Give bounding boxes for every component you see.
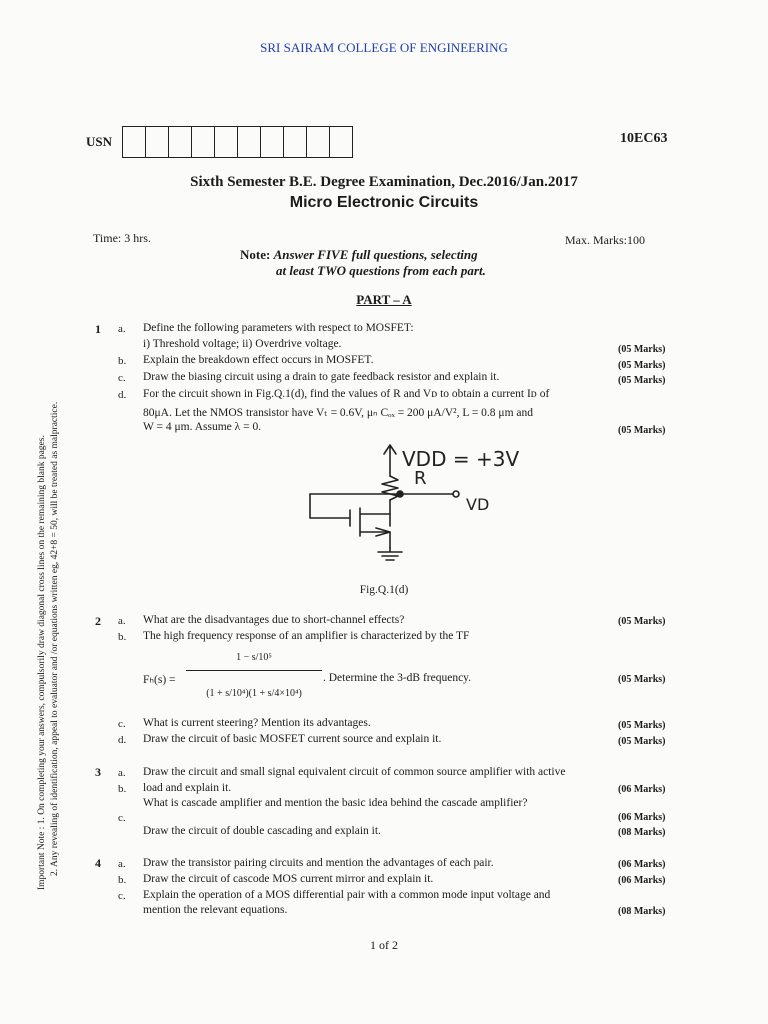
q2b-numerator: 1 − s/10⁵: [236, 652, 272, 663]
q4a-text: Draw the transistor pairing circuits and mention the advantages of each pair.: [143, 857, 494, 869]
q1b-text: Explain the breakdown effect occurs in MOSFET.: [143, 354, 374, 366]
q1a-marks: (05 Marks): [618, 344, 666, 355]
q2d-text: Draw the circuit of basic MOSFET current source and explain it.: [143, 733, 442, 745]
note-prefix: Note:: [240, 247, 274, 262]
subject-code: 10EC63: [620, 131, 668, 146]
side-note: [36, 402, 62, 890]
q3b2-text: What is cascade amplifier and mention the basic idea behind the cascade amplifier?: [143, 797, 528, 809]
part-heading: PART – A: [356, 292, 412, 307]
usn-box: [260, 126, 284, 158]
q2c-label: c.: [118, 718, 126, 730]
q3b-marks: (06 Marks): [618, 784, 666, 795]
q3a-label: a.: [118, 767, 126, 779]
page-number: 1 of 2: [370, 938, 398, 952]
ground-symbol: [378, 548, 402, 560]
max-marks: Max. Marks:100: [565, 233, 645, 247]
q4b-label: b.: [118, 874, 127, 886]
question-number-2: 2: [95, 614, 101, 628]
vd-terminal: [453, 491, 459, 497]
circuit-figure: [290, 436, 530, 576]
q2a-marks: (05 Marks): [618, 616, 666, 627]
q4a-label: a.: [118, 858, 126, 870]
usn-box: [145, 126, 169, 158]
q1d-line-1: For the circuit shown in Fig.Q.1(d), find the values of R and Vᴅ to obtain a current Iᴅ of: [143, 388, 550, 400]
q1a-sub: i) Threshold voltage; ii) Overdrive voltage.: [143, 338, 342, 350]
q3c-marks: (08 Marks): [618, 827, 666, 838]
q2a-text: What are the disadvantages due to short-channel effects?: [143, 614, 405, 626]
resistor-label: R: [414, 468, 427, 489]
q4c-line-1: Explain the operation of a MOS differential pair with a common mode input voltage and: [143, 889, 551, 901]
q3c-marks-a: (06 Marks): [618, 812, 666, 823]
usn-box: [283, 126, 307, 158]
q2b-fh: Fₕ(s) =: [143, 674, 176, 686]
q1a-text: Define the following parameters with respect to MOSFET:: [143, 322, 414, 334]
note-line-1: [240, 247, 478, 263]
q2a-label: a.: [118, 615, 126, 627]
q2b-line-1: The high frequency response of an amplifier is characterized by the TF: [143, 630, 470, 642]
usn-box: [237, 126, 261, 158]
fraction-bar: [186, 670, 322, 671]
q1a-label: a.: [118, 323, 126, 335]
q4b-text: Draw the circuit of cascode MOS current mirror and explain it.: [143, 873, 434, 885]
q1c-text: Draw the biasing circuit using a drain to gate feedback resistor and explain it.: [143, 371, 500, 383]
resistor: [382, 476, 398, 500]
side-note-line-2: 2. Any revealing of identification, appeal to evaluator and /or equations written eg, 42+8 = 50, will be treated as malpractice.: [50, 401, 60, 876]
q4c-label: c.: [118, 890, 126, 902]
q3b-label: b.: [118, 783, 127, 795]
q2d-marks: (05 Marks): [618, 736, 666, 747]
q2d-label: d.: [118, 734, 127, 746]
usn-box: [329, 126, 353, 158]
q2b-marks: (05 Marks): [618, 674, 666, 685]
q2b-label: b.: [118, 631, 127, 643]
exam-title: Sixth Semester B.E. Degree Examination, Dec.2016/Jan.2017: [190, 174, 578, 190]
q1c-label: c.: [118, 372, 126, 384]
usn-box: [191, 126, 215, 158]
question-number-4: 4: [95, 856, 101, 870]
q1d-line-2: 80μA. Let the NMOS transistor have Vₜ = 0.6V, μₙ Cₒₓ = 200 μA/V², L = 0.8 μm and: [143, 407, 534, 419]
q3a-text: Draw the circuit and small signal equivalent circuit of common source amplifier with active: [143, 766, 566, 778]
vdd-label: VDD = +3V: [402, 447, 520, 471]
q4c-line-2: mention the relevant equations.: [143, 904, 288, 916]
note-line-2: at least TWO questions from each part.: [276, 263, 486, 278]
q1d-label: d.: [118, 389, 127, 401]
usn-box: [168, 126, 192, 158]
note-text-1: Answer FIVE full questions, selecting: [273, 247, 478, 262]
side-note-line-1: Important Note : 1. On completing your answers, compulsorily draw diagonal cross lines on the remaining blank pages.: [37, 435, 47, 890]
usn-box: [122, 126, 146, 158]
q1b-marks: (05 Marks): [618, 360, 666, 371]
subject-title: Micro Electronic Circuits: [289, 194, 479, 211]
usn-box: [306, 126, 330, 158]
usn-box: [214, 126, 238, 158]
q2c-text: What is current steering? Mention its advantages.: [143, 717, 371, 729]
q1d-line-3: W = 4 μm. Assume λ = 0.: [143, 421, 262, 433]
vdd-arrow: [384, 445, 396, 476]
q4b-marks: (06 Marks): [618, 875, 666, 886]
usn-label: USN: [86, 134, 113, 149]
q4a-marks: (06 Marks): [618, 859, 666, 870]
vd-label: VD: [466, 495, 490, 514]
time-allowed: Time: 3 hrs.: [93, 231, 151, 245]
college-name: SRI SAIRAM COLLEGE OF ENGINEERING: [260, 40, 508, 55]
q3b-text: load and explain it.: [143, 782, 232, 794]
q3c-label: c.: [118, 812, 126, 824]
q1b-label: b.: [118, 355, 127, 367]
usn-boxes: [123, 126, 353, 158]
q3c-text: Draw the circuit of double cascading and explain it.: [143, 825, 381, 837]
question-number-1: 1: [95, 322, 101, 336]
q1d-marks: (05 Marks): [618, 425, 666, 436]
q4c-marks: (08 Marks): [618, 906, 666, 917]
transistor: [310, 494, 390, 548]
q1c-marks: (05 Marks): [618, 375, 666, 386]
question-number-3: 3: [95, 765, 101, 779]
q2b-denominator: (1 + s/10⁴)(1 + s/4×10⁴): [206, 688, 302, 699]
figure-caption: Fig.Q.1(d): [359, 584, 409, 596]
q2c-marks: (05 Marks): [618, 720, 666, 731]
q2b-tail: . Determine the 3-dB frequency.: [323, 672, 472, 684]
